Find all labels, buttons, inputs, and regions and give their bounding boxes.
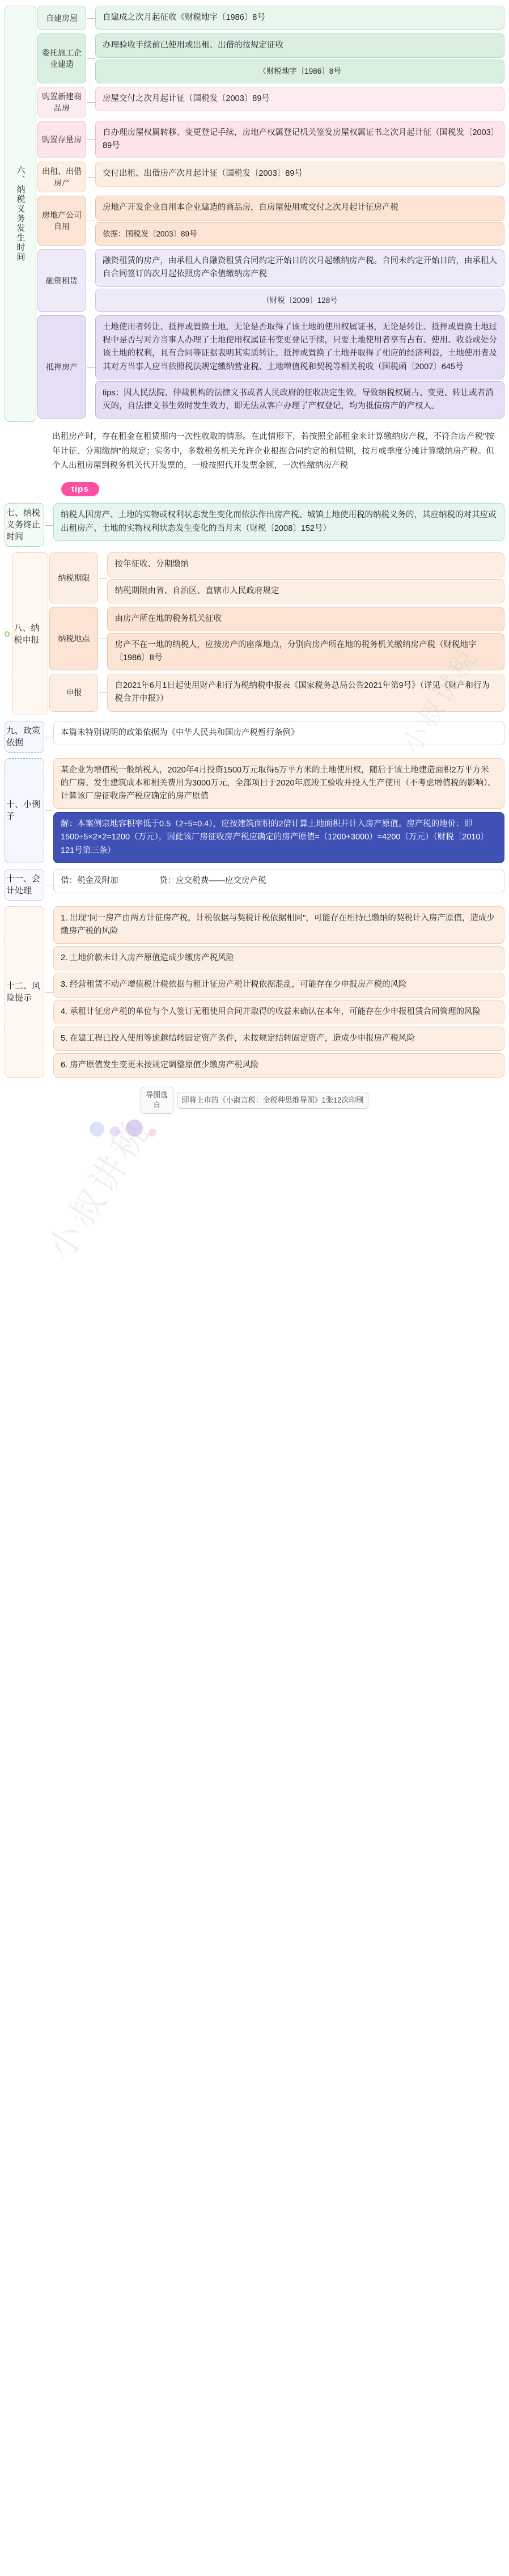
group-label[interactable]: 房地产公司自用: [37, 196, 86, 246]
section-6-label[interactable]: 六、纳税义务发生时间: [5, 6, 36, 422]
section-8-label[interactable]: 八、纳税申报: [12, 552, 48, 715]
watermark-text: 小叔讲税: [40, 1112, 158, 1268]
example-answer: 解：本案例宗地容积率低于0.5（2÷5=0.4），应按建筑面积的2倍计算土地面积并计入房产原值。房产税的地价：即1500÷5×2×2=1200（万元），因此该厂房征收房产税应确定的房产原值=（1200+3000）=4200（万元）（财税〔2010〕121号第三条）: [53, 812, 504, 863]
group-label[interactable]: 出租、出借房产: [37, 162, 86, 192]
example-question: 某企业为增值税一般纳税人，2020年4月投资1500万元取得5万平方米的土地使用权，随后于该土地建造面积2万平方米的厂房。发生建筑成本和相关费用为3000万元，全部项目于2020年底竣工验收并投入生产使用（不考虑增值税的影响）。计算该厂房征收房产税应确定的房产原值: [53, 758, 504, 809]
leaf-item: 房屋交付之次月起计征（国税发〔2003〕89号: [95, 87, 504, 111]
group-self-built-house: [37, 6, 504, 30]
leaf-item: 由房产所在地的税务机关征收: [107, 607, 504, 631]
connector: [99, 607, 107, 671]
section-10-label[interactable]: 十、小例子: [5, 758, 44, 863]
group-label[interactable]: 纳税地点: [49, 607, 98, 671]
connector: [87, 33, 95, 83]
section-9-content: 本篇未特别说明的政策依据为《中华人民共和国房产税暂行条例》: [53, 721, 504, 745]
section-12-label[interactable]: 十二、风险提示: [5, 906, 44, 1078]
group-label[interactable]: 购置新建商品房: [37, 87, 86, 117]
connector: [87, 6, 95, 30]
section-accounting-treatment: [5, 869, 504, 901]
group-real-estate-company-self-use: [37, 196, 504, 246]
section-8-body: [49, 552, 504, 715]
section-example: [5, 758, 504, 863]
tips-row: [5, 482, 504, 496]
connector: [87, 315, 95, 419]
group-label[interactable]: 融资租赁: [37, 249, 86, 312]
risk-item: 2. 土地价款未计入房产原值造成少缴房产税风险: [53, 946, 504, 970]
group-label[interactable]: 委托施工企业建造: [37, 33, 86, 83]
source-text: 即将上市的《小淑言税：全税种思维导图》1张12次印刷: [177, 1092, 369, 1109]
group-tax-period: [49, 552, 504, 603]
section-risk-tips: [5, 906, 504, 1078]
deco-circle: [149, 1129, 156, 1137]
leaf-item: 融资租赁的房产，由承租人自融资租赁合同约定开始日的次月起缴纳房产税。合同未约定开始日的，由承租人自合同签订的次月起依照房产余值缴纳房产税: [95, 249, 504, 286]
section-tax-obligation-time: [5, 6, 504, 422]
connector: [87, 196, 95, 246]
connector: [99, 674, 107, 711]
leaf-item: 交付出租、出借房产次月起计征（国税发〔2003〕89号: [95, 162, 504, 186]
section-6-body: [37, 6, 504, 422]
group-purchase-existing-house: [37, 121, 504, 158]
group-label[interactable]: 自建房屋: [37, 6, 86, 30]
connector: [87, 87, 95, 117]
risk-list: [53, 906, 504, 1078]
leaf-item: 房地产开发企业自用本企业建造的商品房，自房屋使用或交付之次月起计征房产税: [95, 196, 504, 220]
section-7-content: 纳税人因房产、土地的实物或权利状态发生变化而依法作出房产税、城镇土地使用税的纳税义务的，其应纳税的对其应或出租房产、土地的实物权利状态发生变化的当月末（财税〔2008〕152号）: [53, 503, 504, 540]
group-mortgaged-property: [37, 315, 504, 419]
group-tax-location: [49, 607, 504, 671]
leaf-item: 纳税期限由省、自治区、直辖市人民政府规定: [107, 579, 504, 603]
connector: [87, 249, 95, 312]
leaf-item: 自办理房屋权属转移、变更登记手续，房地产权属登记机关签发房屋权属证书之次月起计征（国税发〔2003〕89号: [95, 121, 504, 158]
group-label[interactable]: 纳税期限: [49, 552, 98, 603]
leaf-item: 土地使用者转让、抵押或置换土地，无论是否取得了该土地的使用权属证书，无论是转让、抵押或置换土地过程中是否与对方当事人办理了土地使用权属证书变更登记手续，只要土地使用者享有占有、使用、收益或处分该土地的权利，且有合同等证据表明其实质转让、抵押或置换了土地并取得了相应的经济利益，土地使用者及其对方当事人应当依照税法规定缴纳营业税、土地增值税和契税等相关税收（国税函〔2007〕645号: [95, 315, 504, 379]
connector: [45, 721, 53, 753]
connector: [87, 162, 95, 192]
connector: [45, 869, 53, 901]
leaf-item: 自建成之次月起征收《财税地字〔1986〕8号: [95, 6, 504, 30]
group-financial-lease: [37, 249, 504, 312]
connector: [45, 503, 53, 547]
section-7-label[interactable]: 七、纳税义务终止时间: [5, 503, 44, 547]
group-purchase-new-commercial-house: [37, 87, 504, 117]
group-label[interactable]: 申报: [49, 674, 98, 711]
connector: [87, 121, 95, 158]
section-tax-declaration: [5, 552, 504, 715]
leaf-item-tips: tips：因人民法院、仲裁机构的法律文书或者人民政府的征收决定生效，导致纳税权属占、变更、转让或者消灭的，自法律文书生效时发生效力，即无法从客户办理了产权登记，均为抵债房产的产权人。: [95, 381, 504, 419]
section-obligation-end-time: [5, 503, 504, 547]
group-rent-or-lend-property: [37, 162, 504, 192]
leaf-item: 自2021年6月1日起使用财产和行为税纳税申报表《国家税务总局公告2021年第9号》（详见《财产和行为税合并申报》）: [107, 674, 504, 711]
deco-circle: [110, 1126, 120, 1137]
paragraph-rental-prepayment: 出租房产时，存在租金在租赁期内一次性收取的情形。在此情形下，若按照全部租金来计算缴纳房产税，不符合房产税"按年计征、分期缴纳"的规定；实务中，多数税务机关允许企业根据合同约定的租赁期，按月或季度分摊计算缴纳房产税。但个人出租房屋到税务机关代开发票的，一般按照代开发票金额，一次性缴纳房产税: [52, 432, 494, 470]
risk-item: 3. 经营租赁不动产增值税计税依据与租计征房产税计税依据混乱，可能存在少申报房产税的风险: [53, 973, 504, 997]
deco-circle: [126, 1120, 143, 1137]
leaf-item: 房产不在一地的纳税人，应按房产的座落地点，分别向房产所在地的税务机关缴纳房产税（财税地字〔1986〕8号: [107, 633, 504, 670]
leaf-item: 按年征收、分期缴纳: [107, 552, 504, 577]
risk-item: 1. 出现"同一房产由两方计征房产税，计税依据与契税计税依据相同"，可能存在相持已缴纳的契税计入房产原值，造成少缴房产税的风险: [53, 906, 504, 944]
risk-item: 4. 承租计征房产税的单位与个人签订无租使用合同并取得的收益未确认在本年，可能存在少申报租赁合同管理的风险: [53, 1000, 504, 1024]
deco-circle: [90, 1122, 104, 1137]
branch-dot: [5, 631, 10, 637]
connector: [99, 552, 107, 603]
section-11-content: 借：税金及附加 贷：应交税费——应交房产税: [53, 869, 504, 893]
leaf-item-source: 依据：国税发〔2003〕89号: [95, 222, 504, 246]
connector: [45, 906, 53, 1078]
leaf-item: 办理验收手续前已使用或出租、出借的按规定征收: [95, 33, 504, 58]
leaf-item-source: （财税地字〔1986〕8号: [95, 60, 504, 83]
leaf-item-source: （财税〔2009〕128号: [95, 289, 504, 313]
group-commissioned-construction: [37, 33, 504, 83]
tips-badge: tips: [61, 482, 99, 496]
source-footer: [5, 1087, 504, 1114]
connector: [45, 758, 53, 863]
section-policy-basis: [5, 721, 504, 753]
risk-item: 5. 在建工程已投入使用等逾越结转固定资产条件，未按规定结转固定资产，造成少申报房产税风险: [53, 1027, 504, 1051]
group-label[interactable]: 购置存量房: [37, 121, 86, 158]
decorative-circles: [5, 1120, 504, 1137]
source-label: 导图选自: [141, 1087, 173, 1114]
group-declaration: [49, 674, 504, 711]
section-11-label[interactable]: 十一、会计处理: [5, 869, 44, 901]
risk-item: 6. 房产原值发生变更未按规定调整原值少缴房产税风险: [53, 1053, 504, 1078]
group-label[interactable]: 抵押房产: [37, 315, 86, 419]
section-9-label[interactable]: 九、政策依据: [5, 721, 44, 753]
